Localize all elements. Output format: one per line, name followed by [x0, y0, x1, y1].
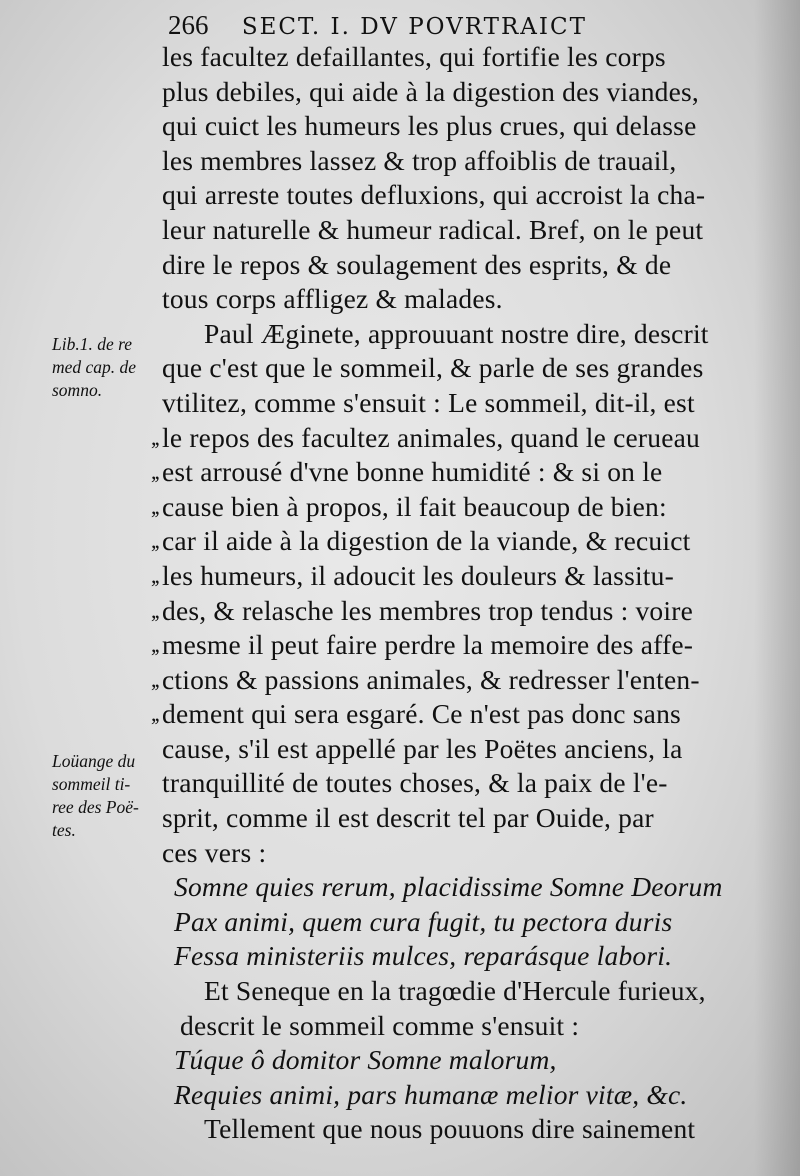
text-line — [162, 801, 762, 836]
line-text: sprit, comme il est descrit tel par Ouide, par — [162, 802, 654, 834]
text-line — [162, 351, 762, 386]
line-text: vtilitez, comme s'ensuit : Le sommeil, dit-il, est — [162, 386, 695, 418]
page-number: 266 — [168, 10, 209, 40]
body-text — [151, 40, 762, 1147]
quotation-mark: ,, — [151, 666, 158, 692]
text-line — [162, 386, 762, 421]
text-line — [162, 178, 762, 213]
margin-note-line: ree des Poë- — [52, 797, 139, 817]
text-line — [162, 317, 762, 352]
line-text: Requies animi, pars humanæ melior vitæ, &c. — [174, 1078, 688, 1110]
line-text: Fessa ministeriis mulces, reparásque labori. — [174, 940, 673, 972]
line-text: est arrousé d'vne bonne humidité : & si on le — [162, 456, 663, 488]
text-line — [151, 490, 762, 525]
quotation-mark: ,, — [151, 493, 158, 519]
line-text: Somne quies rerum, placidissime Somne Deorum — [174, 871, 723, 903]
line-text: mesme il peut faire perdre la memoire des affe- — [162, 629, 694, 661]
quotation-mark: ,, — [151, 701, 158, 727]
line-text: car il aide à la digestion de la viande, & recuict — [162, 525, 691, 557]
text-line — [151, 594, 762, 629]
line-text: des, & relasche les membres trop tendus : voire — [162, 594, 693, 626]
text-line — [151, 663, 762, 698]
text-line — [162, 282, 762, 317]
running-header — [168, 10, 688, 44]
line-text: cause, s'il est appellé par les Poëtes anciens, la — [162, 732, 683, 764]
text-line — [162, 109, 762, 144]
line-text: dire le repos & soulagement des esprits, & de — [162, 248, 672, 280]
line-text: ces vers : — [162, 836, 267, 868]
text-line — [162, 766, 762, 801]
line-text: qui cuict les humeurs les plus crues, qui delasse — [162, 110, 697, 142]
text-line — [162, 905, 762, 940]
quotation-mark: ,, — [151, 528, 158, 554]
margin-note-line: tes. — [52, 820, 76, 840]
line-text: cause bien à propos, il fait beaucoup de bien: — [162, 490, 667, 522]
line-text: le repos des facultez animales, quand le cerueau — [162, 421, 700, 453]
margin-note-line: somno. — [52, 380, 103, 400]
text-line — [151, 524, 762, 559]
quotation-mark: ,, — [151, 459, 158, 485]
line-text: leur naturelle & humeur radical. Bref, on le peut — [162, 213, 704, 245]
text-line — [162, 939, 762, 974]
text-line — [162, 75, 762, 110]
line-text: descrit le sommeil comme s'ensuit : — [180, 1009, 580, 1041]
line-text: dement qui sera esgaré. Ce n'est pas donc sans — [162, 698, 681, 730]
running-title: SECT. I. DV POVRTRAICT — [241, 14, 587, 40]
text-line — [162, 836, 762, 871]
line-text: les facultez defaillantes, qui fortifie les corps — [162, 41, 666, 72]
quotation-mark: ,, — [151, 597, 158, 623]
line-text: Túque ô domitor Somne malorum, — [174, 1044, 557, 1076]
line-text: qui arreste toutes defluxions, qui accroist la cha- — [162, 179, 706, 211]
text-line — [162, 732, 762, 767]
text-line — [151, 697, 762, 732]
text-line — [151, 559, 762, 594]
margin-note-source — [52, 333, 136, 402]
margin-note-louange — [52, 750, 139, 842]
margin-note-line: Loüange du — [52, 751, 136, 771]
line-text: ctions & passions animales, & redresser l'enten- — [162, 663, 700, 695]
margin-note-line: med cap. de — [52, 357, 137, 377]
text-line — [162, 40, 762, 75]
text-line — [162, 1043, 762, 1078]
text-line — [162, 974, 762, 1009]
text-line — [162, 1078, 762, 1113]
text-line — [162, 1112, 762, 1147]
page-fold-shadow — [754, 0, 800, 1176]
text-line — [162, 213, 762, 248]
text-line — [151, 628, 762, 663]
margin-note-line: Lib.1. de re — [52, 334, 133, 354]
quotation-mark: ,, — [151, 632, 158, 658]
text-line — [151, 421, 762, 456]
margin-note-line: sommeil ti- — [52, 774, 131, 794]
text-line — [162, 144, 762, 179]
line-text: les humeurs, il adoucit les douleurs & lassitu- — [162, 559, 674, 591]
line-text: tous corps affligez & malades. — [162, 283, 503, 315]
text-line — [162, 1009, 762, 1044]
text-line — [162, 248, 762, 283]
line-text: Tellement que nous pouuons dire sainement — [204, 1113, 696, 1145]
line-text: Pax animi, quem cura fugit, tu pectora duris — [174, 905, 673, 937]
quotation-mark: ,, — [151, 562, 158, 588]
line-text: les membres lassez & trop affoiblis de trauail, — [162, 144, 677, 176]
text-line — [151, 455, 762, 490]
line-text: plus debiles, qui aide à la digestion des viandes, — [162, 75, 699, 107]
line-text: tranquillité de toutes choses, & la paix de l'e- — [162, 767, 668, 799]
line-text: Et Seneque en la tragœdie d'Hercule furieux, — [204, 975, 706, 1007]
line-text: Paul Æginete, approuuant nostre dire, descrit — [204, 317, 709, 349]
line-text: que c'est que le sommeil, & parle de ses grandes — [162, 352, 704, 384]
quotation-mark: ,, — [151, 424, 158, 450]
text-line — [162, 870, 762, 905]
